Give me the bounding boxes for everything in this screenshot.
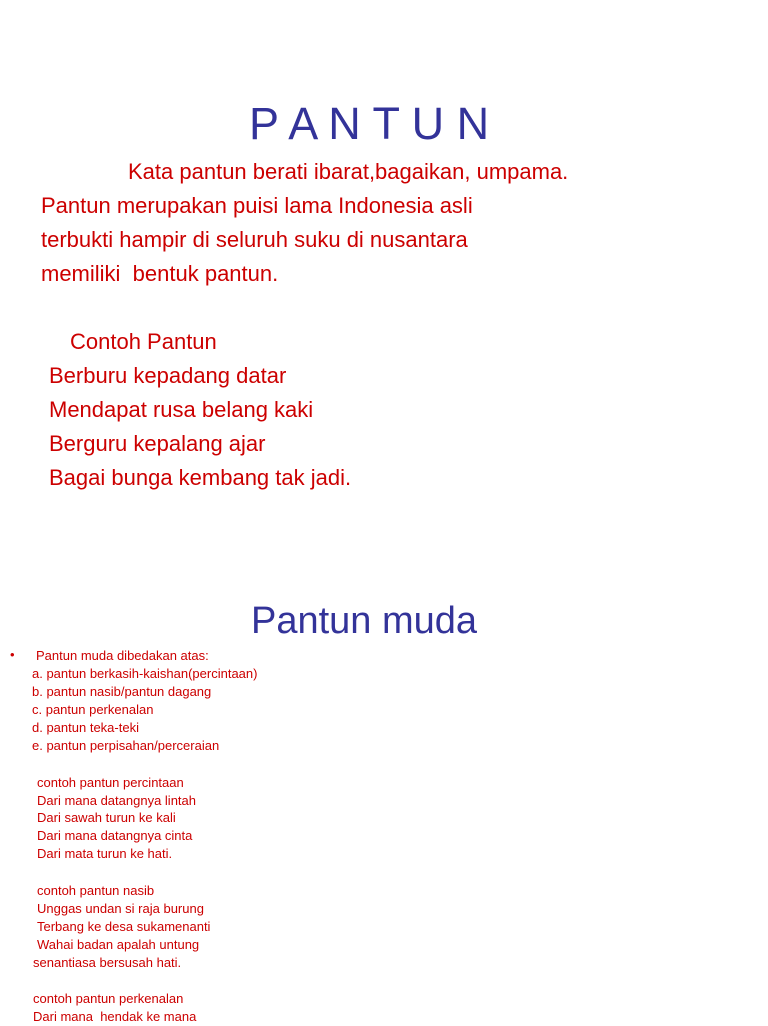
slide1-description-line: terbukti hampir di seluruh suku di nusantara [41,227,468,252]
slide2-type-item: b. pantun nasib/pantun dagang [32,684,212,699]
example-percintaan-line: Dari mana datangnya cinta [37,828,193,843]
slide1-example-line: Bagai bunga kembang tak jadi. [49,465,352,490]
slide2-title: Pantun muda [251,600,478,642]
slide1-intro: Kata pantun berati ibarat,bagaikan, umpama. [128,159,569,184]
slide1-description-line: Pantun merupakan puisi lama Indonesia asli [41,193,473,218]
slide1-description-line: memiliki bentuk pantun. [41,261,279,286]
example-percintaan-line: Dari mata turun ke hati. [37,846,173,861]
slide2-type-item: e. pantun perpisahan/perceraian [32,738,220,753]
example-nasib-line: senantiasa bersusah hati. [33,955,182,970]
example-nasib-line: Terbang ke desa sukamenanti [37,919,211,934]
slide1-example-line: Berguru kepalang ajar [49,431,266,456]
example-nasib-heading: contoh pantun nasib [37,883,155,898]
slide2-type-item: a. pantun berkasih-kaishan(percintaan) [32,666,258,681]
example-nasib-line: Unggas undan si raja burung [37,901,204,916]
slide1-example-line: Berburu kepadang datar [49,363,287,388]
example-percintaan-line: Dari mana datangnya lintah [37,793,196,808]
slide2-list-intro: Pantun muda dibedakan atas: [36,648,209,663]
slide1-example-line: Mendapat rusa belang kaki [49,397,314,422]
slide1-title-text: P A N T U N [249,98,490,149]
slide2-type-item: c. pantun perkenalan [32,702,154,717]
example-nasib-line: Wahai badan apalah untung [37,937,200,952]
example-percintaan-line: Dari sawah turun ke kali [37,810,176,825]
slide1-example-heading: Contoh Pantun [70,329,217,354]
slide2-type-item: d. pantun teka-teki [32,720,139,735]
example-percintaan-heading: contoh pantun percintaan [37,775,184,790]
example-perkenalan-line: Dari mana hendak ke mana [33,1009,197,1024]
example-perkenalan-heading: contoh pantun perkenalan [33,991,184,1006]
bullet-icon: • [10,647,15,662]
